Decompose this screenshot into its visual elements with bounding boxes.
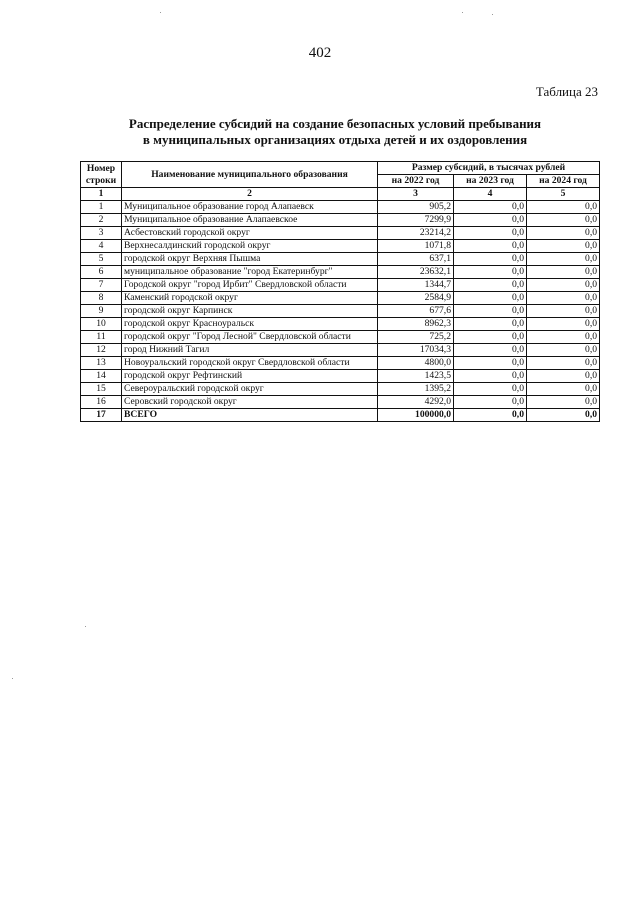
municipality-name-cell: городской округ "Город Лесной" Свердловской области [122, 331, 378, 344]
row-number-cell: 13 [81, 357, 122, 370]
municipality-name-cell: Новоуральский городской округ Свердловской области [122, 357, 378, 370]
table-row [81, 357, 600, 370]
table-row [81, 318, 600, 331]
table-row [81, 279, 600, 292]
scan-speck [462, 12, 463, 13]
row-number-cell: 6 [81, 266, 122, 279]
row-number-cell: 1 [81, 201, 122, 214]
amount-2022-cell: 4292,0 [378, 396, 454, 409]
amount-2022-cell: 7299,9 [378, 214, 454, 227]
table-row [81, 266, 600, 279]
amount-2022-cell: 4800,0 [378, 357, 454, 370]
municipality-name-cell: Североуральский городской округ [122, 383, 378, 396]
page-number: 402 [308, 45, 332, 61]
title-line-1: Распределение субсидий на создание безопасных условий пребывания [128, 116, 542, 131]
amount-2023-cell: 0,0 [454, 279, 527, 292]
amount-2023-cell: 0,0 [454, 201, 527, 214]
table-body [81, 201, 600, 422]
table-row [81, 383, 600, 396]
amount-2023-cell: 0,0 [454, 331, 527, 344]
amount-2024-cell: 0,0 [527, 383, 600, 396]
municipality-name-cell: городской округ Верхняя Пышма [122, 253, 378, 266]
scan-speck [160, 12, 161, 13]
scan-speck [12, 678, 13, 679]
amount-2022-cell: 725,2 [378, 331, 454, 344]
row-number-cell: 3 [81, 227, 122, 240]
table-title [60, 116, 610, 148]
amount-2024-cell: 0,0 [527, 201, 600, 214]
amount-2023-cell: 0,0 [454, 383, 527, 396]
row-number-cell: 8 [81, 292, 122, 305]
total-row-number-cell: 17 [81, 409, 122, 422]
amount-2022-cell: 8962,3 [378, 318, 454, 331]
row-number-cell: 5 [81, 253, 122, 266]
amount-2022-cell: 17034,3 [378, 344, 454, 357]
table-row [81, 396, 600, 409]
row-number-cell: 4 [81, 240, 122, 253]
municipality-name-cell: Асбестовский городской округ [122, 227, 378, 240]
amount-2024-cell: 0,0 [527, 227, 600, 240]
amount-2023-cell: 0,0 [454, 305, 527, 318]
municipality-name-cell: Муниципальное образование Алапаевское [122, 214, 378, 227]
amount-2023-cell: 0,0 [454, 344, 527, 357]
table-row [81, 344, 600, 357]
table-row [81, 240, 600, 253]
municipality-name-cell: город Нижний Тагил [122, 344, 378, 357]
amount-2024-cell: 0,0 [527, 292, 600, 305]
amount-2024-cell: 0,0 [527, 240, 600, 253]
table-label: Таблица 23 [535, 84, 598, 99]
amount-2023-cell: 0,0 [454, 370, 527, 383]
amount-2024-cell: 0,0 [527, 331, 600, 344]
amount-2023-cell: 0,0 [454, 266, 527, 279]
row-number-cell: 9 [81, 305, 122, 318]
amount-2022-cell: 1344,7 [378, 279, 454, 292]
column-index: 1 [81, 188, 122, 201]
amount-2023-cell: 0,0 [454, 240, 527, 253]
row-number-cell: 15 [81, 383, 122, 396]
table-row [81, 370, 600, 383]
municipality-name-cell: Каменский городской округ [122, 292, 378, 305]
total-2024-cell: 0,0 [527, 409, 600, 422]
row-number-cell: 2 [81, 214, 122, 227]
header-row [81, 162, 600, 175]
table-row [81, 305, 600, 318]
column-index: 4 [454, 188, 527, 201]
amount-2023-cell: 0,0 [454, 253, 527, 266]
amount-2022-cell: 23632,1 [378, 266, 454, 279]
municipality-name-cell: Муниципальное образование город Алапаевск [122, 201, 378, 214]
amount-2022-cell: 905,2 [378, 201, 454, 214]
amount-2023-cell: 0,0 [454, 318, 527, 331]
amount-2024-cell: 0,0 [527, 318, 600, 331]
amount-2024-cell: 0,0 [527, 266, 600, 279]
row-number-cell: 12 [81, 344, 122, 357]
amount-2023-cell: 0,0 [454, 396, 527, 409]
amount-2024-cell: 0,0 [527, 370, 600, 383]
amount-2022-cell: 1395,2 [378, 383, 454, 396]
table-row [81, 292, 600, 305]
amount-2022-cell: 637,1 [378, 253, 454, 266]
amount-2024-cell: 0,0 [527, 396, 600, 409]
municipality-name-cell: городской округ Карпинск [122, 305, 378, 318]
row-number-cell: 10 [81, 318, 122, 331]
amount-2023-cell: 0,0 [454, 227, 527, 240]
header-row-number: Номер строки [81, 162, 122, 188]
total-2023-cell: 0,0 [454, 409, 527, 422]
amount-2022-cell: 677,6 [378, 305, 454, 318]
row-number-cell: 7 [81, 279, 122, 292]
scan-speck [492, 14, 493, 15]
total-row [81, 409, 600, 422]
table-row [81, 214, 600, 227]
amount-2022-cell: 2584,9 [378, 292, 454, 305]
municipality-name-cell: городской округ Рефтинский [122, 370, 378, 383]
header-2024: на 2024 год [527, 175, 600, 188]
header-2023: на 2023 год [454, 175, 527, 188]
header-2022: на 2022 год [378, 175, 454, 188]
subsidies-table [80, 161, 600, 422]
amount-2022-cell: 1423,5 [378, 370, 454, 383]
amount-2023-cell: 0,0 [454, 292, 527, 305]
column-index: 5 [527, 188, 600, 201]
amount-2024-cell: 0,0 [527, 344, 600, 357]
municipality-name-cell: городской округ Красноуральск [122, 318, 378, 331]
row-number-cell: 11 [81, 331, 122, 344]
amount-2022-cell: 1071,8 [378, 240, 454, 253]
total-label-cell: ВСЕГО [122, 409, 378, 422]
municipality-name-cell: Серовский городской округ [122, 396, 378, 409]
amount-2024-cell: 0,0 [527, 253, 600, 266]
column-index: 3 [378, 188, 454, 201]
table-row [81, 227, 600, 240]
table-row [81, 201, 600, 214]
table-row [81, 331, 600, 344]
municipality-name-cell: Городской округ "город Ирбит" Свердловской области [122, 279, 378, 292]
amount-2024-cell: 0,0 [527, 214, 600, 227]
table-row [81, 253, 600, 266]
municipality-name-cell: Верхнесалдинский городской округ [122, 240, 378, 253]
municipality-name-cell: муниципальное образование "город Екатеринбург" [122, 266, 378, 279]
total-2022-cell: 100000,0 [378, 409, 454, 422]
row-number-cell: 14 [81, 370, 122, 383]
column-index: 2 [122, 188, 378, 201]
header-name: Наименование муниципального образования [122, 162, 378, 188]
scan-speck [85, 626, 86, 627]
amount-2023-cell: 0,0 [454, 357, 527, 370]
header-amount-group: Размер субсидий, в тысячах рублей [378, 162, 600, 175]
title-line-2: в муниципальных организациях отдыха детей и их оздоровления [142, 132, 528, 147]
amount-2024-cell: 0,0 [527, 279, 600, 292]
amount-2024-cell: 0,0 [527, 305, 600, 318]
amount-2024-cell: 0,0 [527, 357, 600, 370]
row-number-cell: 16 [81, 396, 122, 409]
column-index-row [81, 188, 600, 201]
amount-2022-cell: 23214,2 [378, 227, 454, 240]
amount-2023-cell: 0,0 [454, 214, 527, 227]
